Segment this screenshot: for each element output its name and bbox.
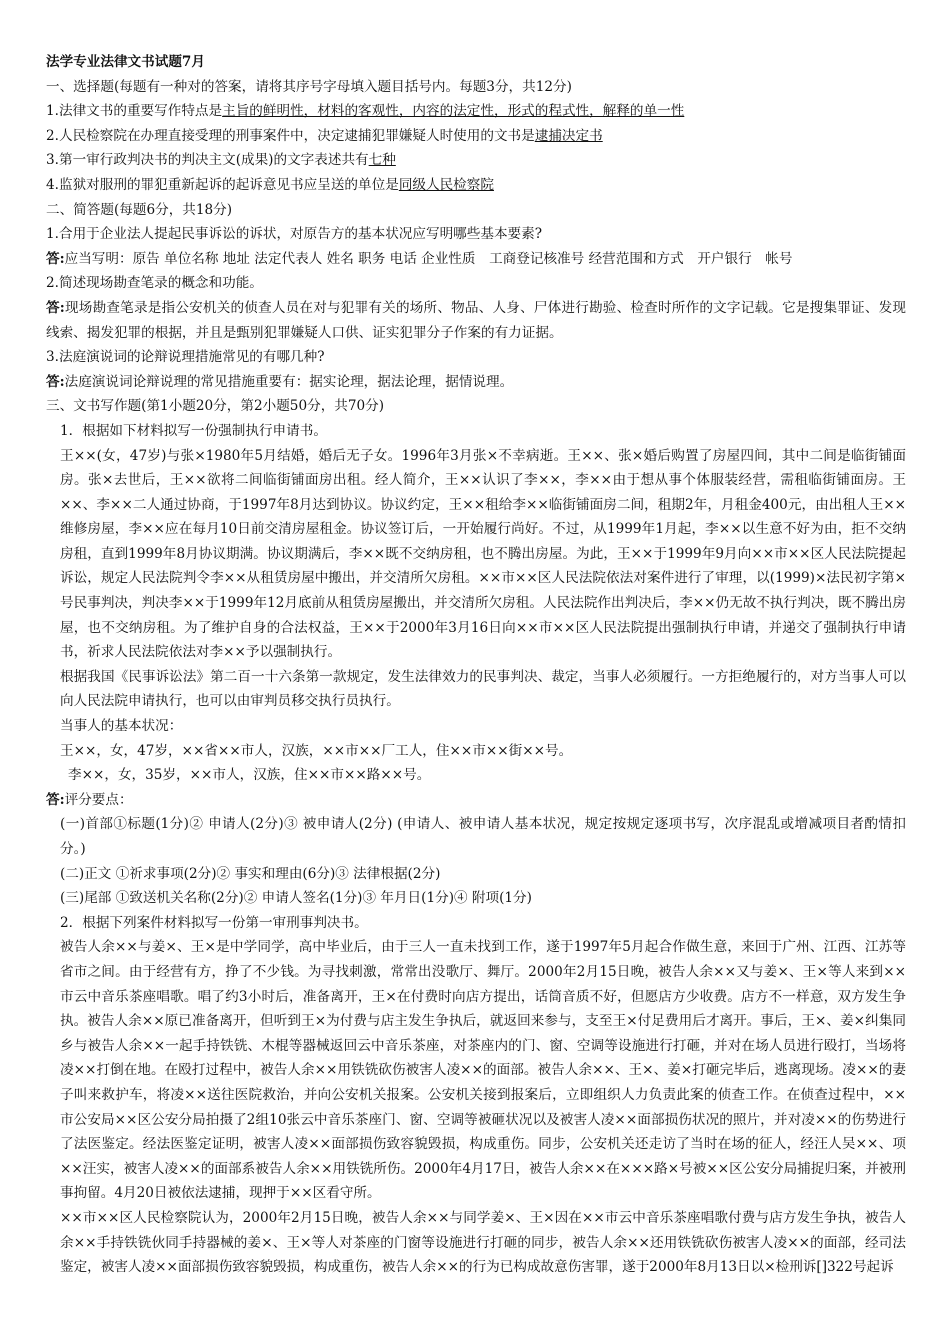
section-1-heading: 一、选择题(每题有一种对的答案，请将其序号字母填入题目括号内。每题3分，共12分) [46, 78, 572, 95]
choice-answer-1: 主旨的鲜明性，材料的客观性，内容的法定性，形式的程式性，解释的单一性 [222, 103, 685, 120]
choice-question-4: 4.监狱对服刑的罪犯重新起诉的起诉意见书应呈送的单位是 [46, 176, 399, 193]
choice-item-4 [46, 173, 906, 198]
task-1-scoring-header: (一)首部①标题(1分)② 申请人(2分)③ 被申请人(2分) (申请人、被申请人基本状况，规定按规定逐项书写，次序混乱或增减项目者酌情扣分。) [60, 816, 906, 857]
choice-item-1 [46, 99, 906, 124]
task-1-scoring-body: (二)正文 ①祈求事项(2分)② 事实和理由(6分)③ 法律根据(2分) [60, 865, 441, 882]
short-question-2: 2.简述现场勘查笔录的概念和功能。 [46, 275, 263, 292]
task-1-material-paragraph-1: 王××(女，47岁)与张×1980年5月结婚，婚后无子女。1996年3月张×不幸病逝。王××、张×婚后购置了房屋四间，其中二间是临街铺面房。张×去世后，王××欲将二间临街铺面房出租。经人简介，王××认识了李××，李××由于想从事个体服装经营，需租临街铺面房。王××、李××二人通过协商，于1997年8月达到协议。协议约定，王××租给李××临街铺面房二间，租期2年，月租金400元，由出租人王××维修房屋，李××应在每月10日前交清房屋租金。协议签订后，一开始履行尚好。不过，从1999年1月起，李××以生意不好为由，拒不交纳房租，直到1999年8月协议期满。协议期满后，李××既不交纳房租，也不腾出房屋。为此，王××于1999年9月向××市××区人民法院提起诉讼，规定人民法院判令李××从租赁房屋中搬出，并交清所欠房租。××市××区人民法院依法对案件进行了审理，以(1999)×法民初字第×号民事判决，判决李××于1999年12月底前从租赁房屋搬出，并交清所欠房租。人民法院作出判决后，李××仍无故不执行判决，既不腾出房屋，也不交纳房租。为了维护自身的合法权益，王××于2000年3月16日向××市××区人民法院提出强制执行申请，并递交了强制执行申请书，祈求人民法院依法对李××予以强制执行。 [60, 447, 906, 661]
short-answer-2 [46, 296, 906, 345]
short-answer-1-text: 应当写明：原告 单位名称 地址 法定代表人 姓名 职务 电话 企业性质 工商登记核准号 经营范围和方式 开户银行 帐号 [64, 250, 793, 267]
section-3-heading: 三、文书写作题(第1小题20分，第2小题50分，共70分) [46, 398, 385, 415]
choice-answer-3: 七种 [368, 152, 396, 169]
choice-question-3: 3.第一审行政判决书的判决主文(成果)的文字表述共有 [46, 152, 369, 169]
short-question-1: 1.合用于企业法人提起民事诉讼的诉状，对原告方的基本状况应写明哪些基本要素? [46, 226, 543, 243]
writing-task-2: 2．根据下列案件材料拟写一份第一审刑事判决书。 [60, 914, 368, 931]
answer-label: 答: [46, 373, 65, 390]
choice-answer-2: 逮捕决定书 [534, 127, 603, 144]
short-question-3: 3.法庭演说词的论辩说理措施常见的有哪几种? [46, 349, 325, 366]
choice-question-2: 2.人民检察院在办理直接受理的刑事案件中，决定逮捕犯罪嫌疑人时使用的文书是 [46, 127, 535, 144]
task-1-scoring-footer: (三)尾部 ①致送机关名称(2分)② 申请人签名(1分)③ 年月日(1分)④ 附项(1分) [60, 890, 532, 907]
choice-answer-4: 同级人民检察院 [398, 176, 494, 193]
writing-task-1: 1．根据如下材料拟写一份强制执行申请书。 [60, 422, 327, 439]
short-answer-2-text: 现场勘查笔录是指公安机关的侦查人员在对与犯罪有关的场所、物品、人身、尸体进行勘验、检查时所作的文字记载。它是搜集罪证、发现线索、揭发犯罪的根据，并且是甄别犯罪嫌疑人口供、证实犯罪分子作案的有力证据。 [46, 299, 906, 341]
short-answer-1 [46, 247, 906, 272]
short-answer-3-text: 法庭演说词论辩说理的常见措施重要有：据实论理，据法论理，据情说理。 [64, 373, 514, 390]
answer-label: 答: [46, 791, 65, 808]
choice-question-1: 1.法律文书的重要写作特点是 [46, 103, 223, 120]
task-1-party-applicant: 王××，女，47岁，××省××市人，汉族，××市××厂工人，住××市××街××号。 [60, 742, 573, 759]
document-title: 法学专业法律文书试题7月 [46, 54, 205, 70]
task-1-party-respondent: 李××，女，35岁，××市人，汉族，住××市××路××号。 [68, 767, 431, 784]
task-2-material-paragraph-1: 被告人余××与姜×、王×是中学同学，高中毕业后，由于三人一直未找到工作，遂于1997年5月起合作做生意，来回于广州、江西、江苏等省市之间。由于经营有方，挣了不少钱。为寻找刺激，常常出没歌厅、舞厅。2000年2月15日晚，被告人余××又与姜×、王×等人来到××市云中音乐茶座唱歌。唱了约3小时后，准备离开，王×在付费时向店方提出，话筒音质不好，但愿店方少收费。店方不一样意，双方发生争执。被告人余××原已准备离开，但听到王×为付费与店主发生争执后，就返回来参与，支至王×付足费用后才离开。事后，王×、姜×纠集同乡与被告人余××一起手持铁铣、木棍等器械返回云中音乐茶座，对茶座内的门、窗、空调等设施进行打砸，并对在场人员进行殴打，当场将凌××打倒在地。在殴打过程中，被告人余××用铁铣砍伤被害人凌××的面部。被告人余××、王×、姜×打砸完毕后，逃离现场。凌××的妻子叫来救护车，将凌××送往医院救治，并向公安机关报案。公安机关接到报案后，立即组织人力负责此案的侦查工作。在侦查过程中，××市公安局××区公安分局拍摄了2组10张云中音乐茶座门、窗、空调等被砸状况以及被害人凌××面部损伤状况的照片，并对凌××的伤势进行了法医鉴定。经法医鉴定证明，被害人凌××面部损伤致容貌毁损，构成重伤。同步，公安机关还走访了当时在场的征人，经汪人吴××、项××汪实，被害人凌××的面部系被告人余××用铁铣所伤。2000年4月17日，被告人余××在×××路×号被××区公安分局捕捉归案，并被刑事拘留。4月20日被依法逮捕，现押于××区看守所。 [60, 939, 906, 1202]
task-1-answer-text: 评分要点： [64, 791, 133, 808]
task-1-answer [46, 788, 906, 813]
answer-label: 答: [46, 250, 65, 267]
document-page [46, 50, 906, 1280]
task-2-material-paragraph-2: ××市××区人民检察院认为，2000年2月15日晚，被告人余××与同学姜×、王×因在××市云中音乐茶座唱歌付费与店方发生争执，被告人余××手持铁铣伙同手持器械的姜×、王×等人对茶座的门窗等设施进行打砸的同步，被告人余××还用铁铣砍伤被害人凌××的面部，经司法鉴定，被害人凌××面部损伤致容貌毁损，构成重伤，被告人余××的行为已构成故意伤害罪，遂于2000年8月13日以×检刑诉[]322号起诉 [60, 1209, 906, 1276]
choice-item-3 [46, 148, 906, 173]
task-1-material-paragraph-2: 根据我国《民事诉讼法》第二百一十六条第一款规定，发生法律效力的民事判决、裁定，当事人必须履行。一方拒绝履行的，对方当事人可以向人民法院申请执行，也可以由审判员移交执行员执行。 [60, 668, 906, 710]
section-2-heading: 二、简答题(每题6分，共18分) [46, 201, 233, 218]
task-1-parties-heading: 当事人的基本状况： [60, 718, 183, 735]
answer-label: 答: [46, 299, 65, 316]
short-answer-3 [46, 370, 906, 395]
choice-item-2 [46, 124, 906, 149]
